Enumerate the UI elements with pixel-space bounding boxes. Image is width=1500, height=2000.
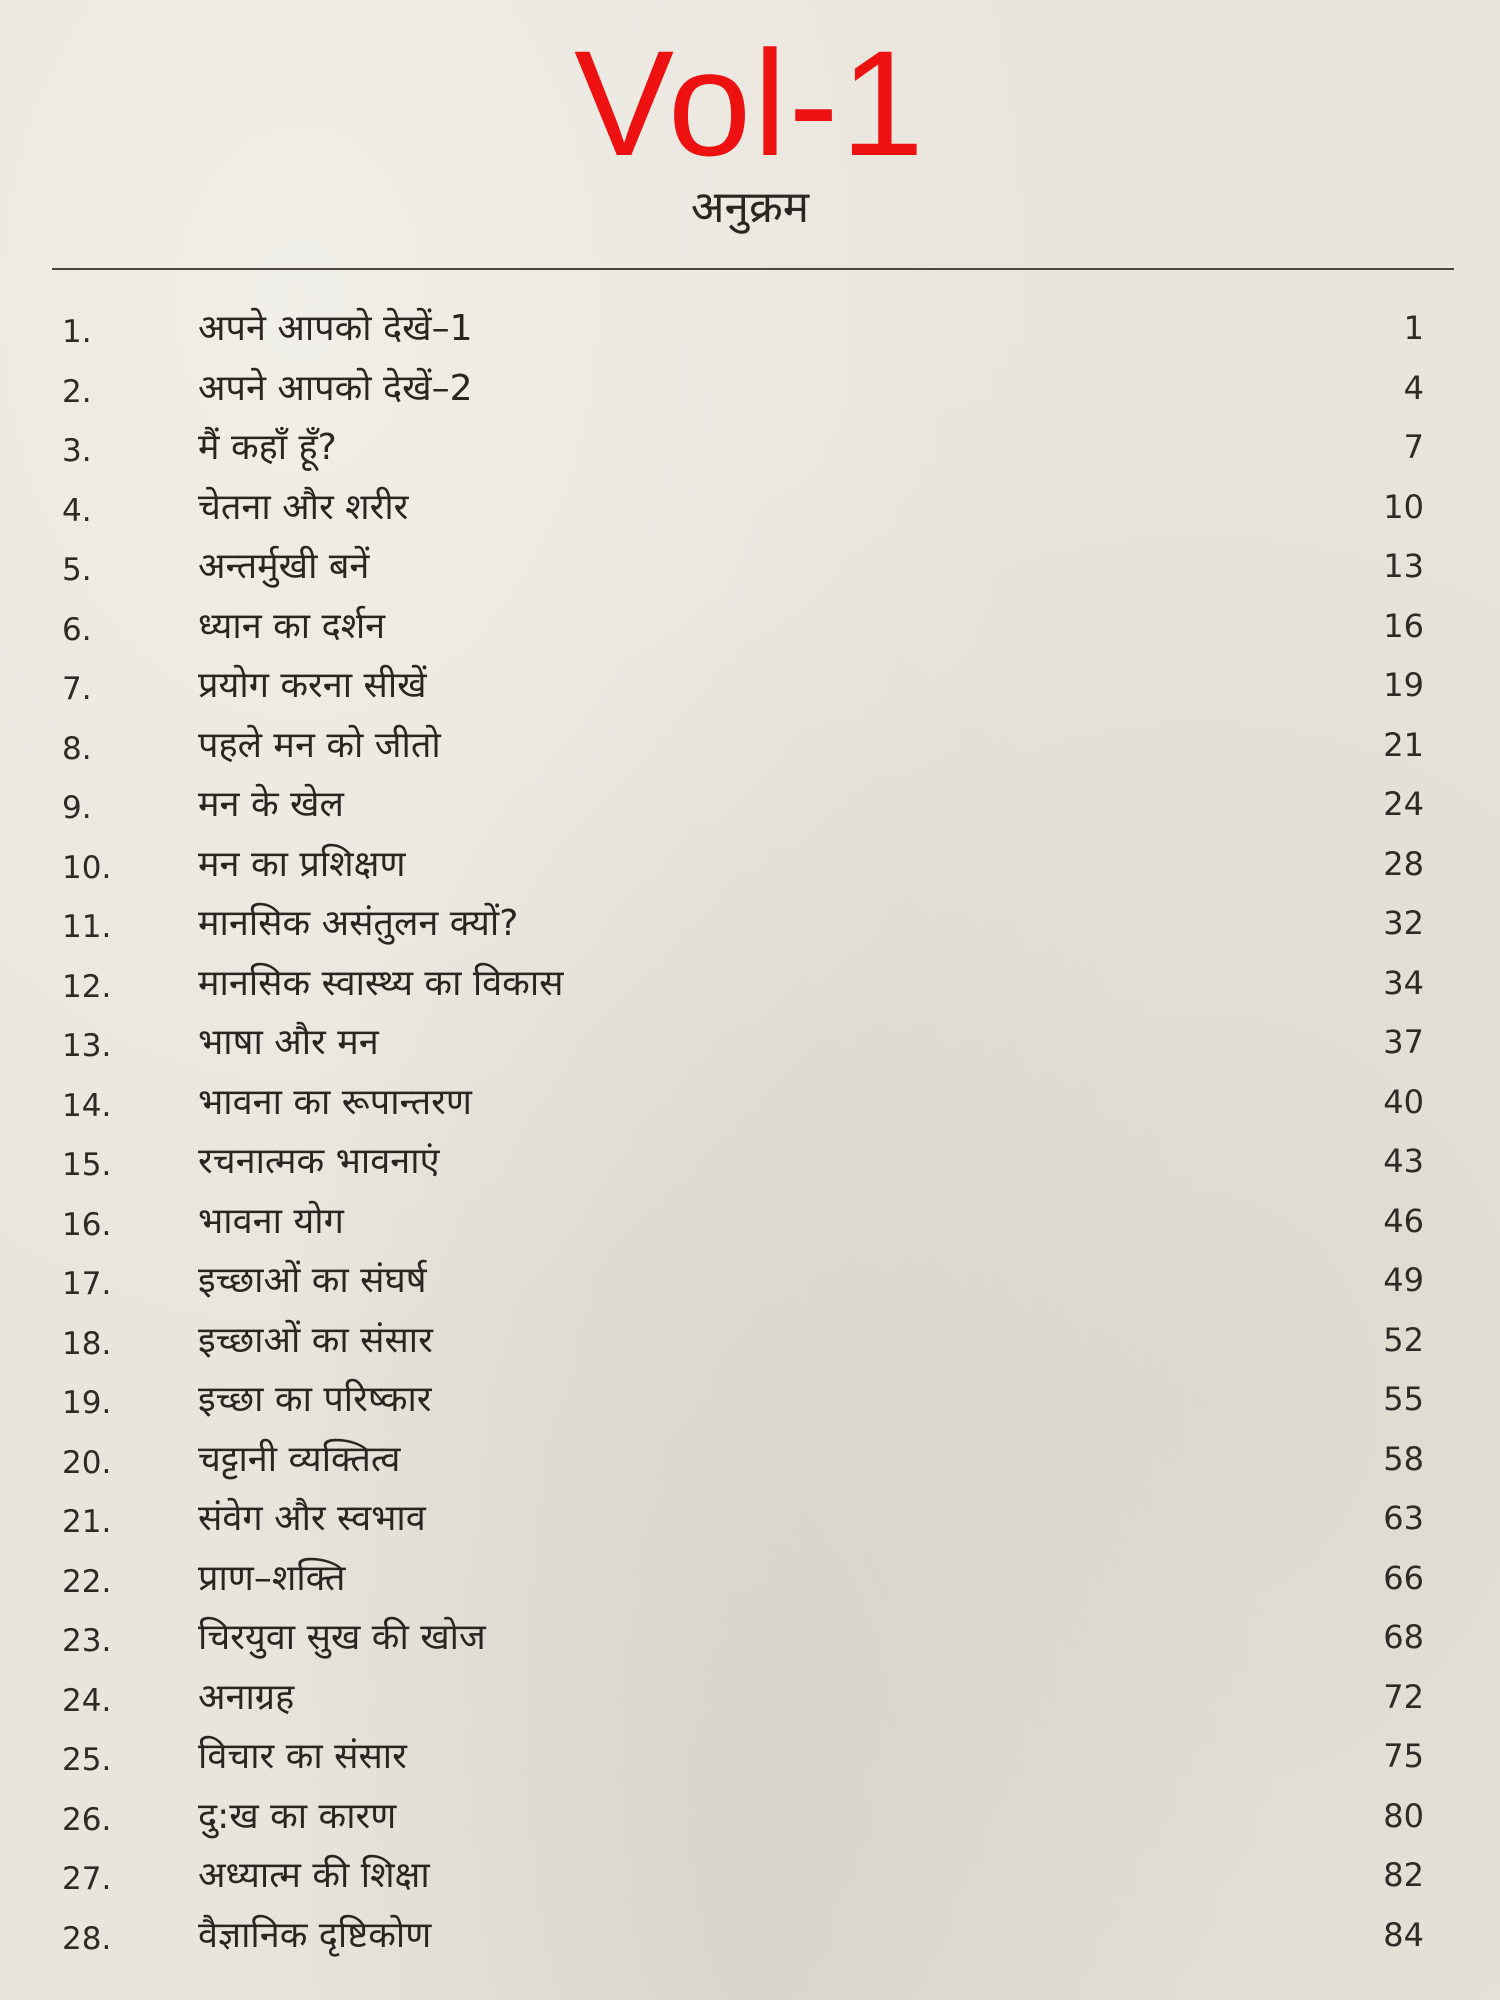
- toc-entry: [0, 1014, 1500, 1074]
- toc-entry: [0, 598, 1500, 658]
- toc-entry: [0, 776, 1500, 836]
- toc-entry-page-number: 80: [1383, 1796, 1424, 1835]
- toc-entry-number: 23.: [62, 1623, 112, 1659]
- toc-entry-title: भाषा और मन: [198, 1022, 379, 1063]
- toc-entry-number: 24.: [62, 1682, 112, 1719]
- toc-entry: [0, 538, 1500, 598]
- toc-entry: [0, 1847, 1500, 1907]
- toc-entry-page-number: 46: [1383, 1201, 1424, 1240]
- toc-entry-number: 1.: [62, 314, 92, 350]
- toc-entry-page-number: 52: [1383, 1320, 1424, 1359]
- toc-entry-number: 10.: [62, 849, 112, 886]
- toc-entry-page-number: 34: [1383, 963, 1424, 1002]
- toc-entry-title: चेतना और शरीर: [198, 486, 409, 528]
- toc-entry-page-number: 84: [1383, 1915, 1424, 1954]
- toc-entry-number: 8.: [62, 730, 92, 767]
- toc-entry-page-number: 10: [1383, 487, 1424, 526]
- toc-entry: [0, 479, 1500, 539]
- toc-entry-title: चट्टानी व्यक्तित्व: [198, 1438, 401, 1480]
- toc-entry-title: संवेग और स्वभाव: [198, 1498, 426, 1539]
- toc-entry-title: अपने आपको देखें–1: [198, 308, 473, 349]
- toc-entry-number: 14.: [62, 1087, 112, 1124]
- toc-entry: [0, 1728, 1500, 1788]
- toc-entry-title: इच्छा का परिष्कार: [198, 1379, 432, 1420]
- toc-entry: [0, 1669, 1500, 1729]
- toc-entry: [0, 1490, 1500, 1550]
- toc-entry-title: प्रयोग करना सीखें: [198, 665, 427, 706]
- toc-entry-title: भावना का रूपान्तरण: [198, 1081, 472, 1123]
- toc-entry-title: अपने आपको देखें–2: [198, 367, 473, 409]
- toc-entry-number: 3.: [62, 433, 92, 469]
- toc-entry-page-number: 13: [1383, 547, 1424, 585]
- table-of-contents: [0, 300, 1500, 1966]
- toc-entry-page-number: 40: [1383, 1082, 1424, 1121]
- toc-entry-title: अनाग्रह: [198, 1676, 295, 1718]
- toc-heading: अनुक्रम: [690, 182, 810, 233]
- toc-entry-page-number: 21: [1383, 725, 1424, 764]
- toc-entry-number: 28.: [62, 1920, 112, 1957]
- toc-entry-title: अध्यात्म की शिक्षा: [198, 1855, 430, 1896]
- toc-entry-title: मानसिक स्वास्थ्य का विकास: [198, 962, 564, 1004]
- toc-entry-number: 27.: [62, 1861, 112, 1897]
- toc-entry-number: 18.: [62, 1325, 112, 1362]
- toc-entry: [0, 1431, 1500, 1491]
- toc-entry: [0, 1788, 1500, 1848]
- toc-entry: [0, 895, 1500, 955]
- toc-entry: [0, 1133, 1500, 1193]
- toc-entry-page-number: 72: [1383, 1677, 1424, 1716]
- toc-entry: [0, 300, 1500, 360]
- toc-entry-title: मन का प्रशिक्षण: [198, 843, 406, 885]
- toc-entry-number: 2.: [62, 373, 92, 410]
- toc-entry: [0, 1312, 1500, 1372]
- toc-entry-title: अन्तर्मुखी बनें: [198, 546, 370, 587]
- toc-entry-page-number: 37: [1383, 1023, 1424, 1061]
- toc-entry-title: दु:ख का कारण: [198, 1795, 397, 1837]
- toc-entry-title: ध्यान का दर्शन: [198, 605, 386, 647]
- toc-entry-page-number: 32: [1383, 904, 1424, 942]
- toc-entry: [0, 836, 1500, 896]
- toc-entry-page-number: 58: [1383, 1439, 1424, 1478]
- toc-entry-page-number: 66: [1383, 1558, 1424, 1597]
- toc-entry: [0, 1550, 1500, 1610]
- toc-entry-page-number: 4: [1403, 368, 1424, 407]
- toc-entry: [0, 955, 1500, 1015]
- toc-entry-title: प्राण–शक्ति: [198, 1557, 346, 1599]
- toc-entry-page-number: 43: [1383, 1142, 1424, 1180]
- toc-entry-number: 12.: [62, 968, 112, 1005]
- toc-entry-number: 5.: [62, 552, 92, 588]
- toc-entry-page-number: 16: [1383, 606, 1424, 645]
- toc-entry: [0, 1907, 1500, 1967]
- toc-entry-page-number: 55: [1383, 1380, 1424, 1418]
- toc-entry-title: इच्छाओं का संसार: [198, 1319, 433, 1361]
- toc-entry-number: 16.: [62, 1206, 112, 1243]
- toc-entry-page-number: 63: [1383, 1499, 1424, 1537]
- volume-label: Vol-1: [574, 19, 926, 187]
- toc-entry-title: इच्छाओं का संघर्ष: [198, 1260, 427, 1301]
- toc-entry-number: 6.: [62, 611, 92, 648]
- toc-entry-number: 13.: [62, 1028, 112, 1064]
- toc-entry: [0, 360, 1500, 420]
- toc-entry-number: 11.: [62, 909, 112, 945]
- toc-entry: [0, 717, 1500, 777]
- toc-entry-title: विचार का संसार: [198, 1736, 407, 1777]
- toc-entry-number: 21.: [62, 1504, 112, 1540]
- toc-entry-number: 20.: [62, 1444, 112, 1481]
- toc-entry-page-number: 24: [1383, 785, 1424, 823]
- toc-entry-number: 19.: [62, 1385, 112, 1421]
- toc-entry: [0, 1193, 1500, 1253]
- toc-entry-title: वैज्ञानिक दृष्टिकोण: [198, 1914, 432, 1956]
- toc-entry-number: 26.: [62, 1801, 112, 1838]
- toc-entry-number: 22.: [62, 1563, 112, 1600]
- toc-entry-title: पहले मन को जीतो: [198, 724, 441, 766]
- toc-entry-number: 4.: [62, 492, 92, 529]
- toc-entry: [0, 1074, 1500, 1134]
- toc-entry-page-number: 1: [1403, 309, 1424, 347]
- toc-entry-title: मानसिक असंतुलन क्यों?: [198, 903, 519, 944]
- toc-entry: [0, 419, 1500, 479]
- toc-entry-page-number: 7: [1403, 428, 1424, 466]
- toc-entry-page-number: 19: [1383, 666, 1424, 704]
- toc-entry-number: 15.: [62, 1147, 112, 1183]
- toc-entry: [0, 657, 1500, 717]
- toc-entry-number: 9.: [62, 790, 92, 826]
- toc-entry-title: भावना योग: [198, 1200, 344, 1242]
- toc-entry-page-number: 68: [1383, 1618, 1424, 1656]
- toc-entry-title: चिरयुवा सुख की खोज: [198, 1617, 486, 1658]
- toc-entry-title: मन के खेल: [198, 784, 344, 825]
- toc-entry-number: 7.: [62, 671, 92, 707]
- toc-entry-number: 17.: [62, 1266, 112, 1302]
- toc-entry: [0, 1252, 1500, 1312]
- toc-entry-page-number: 49: [1383, 1261, 1424, 1299]
- toc-entry-page-number: 75: [1383, 1737, 1424, 1775]
- toc-entry-page-number: 28: [1383, 844, 1424, 883]
- toc-entry: [0, 1609, 1500, 1669]
- toc-entry-number: 25.: [62, 1742, 112, 1778]
- toc-entry-title: मैं कहाँ हूँ?: [198, 427, 337, 468]
- toc-entry-title: रचनात्मक भावनाएं: [198, 1141, 440, 1182]
- toc-entry-page-number: 82: [1383, 1856, 1424, 1894]
- heading-divider: [52, 268, 1454, 270]
- toc-entry: [0, 1371, 1500, 1431]
